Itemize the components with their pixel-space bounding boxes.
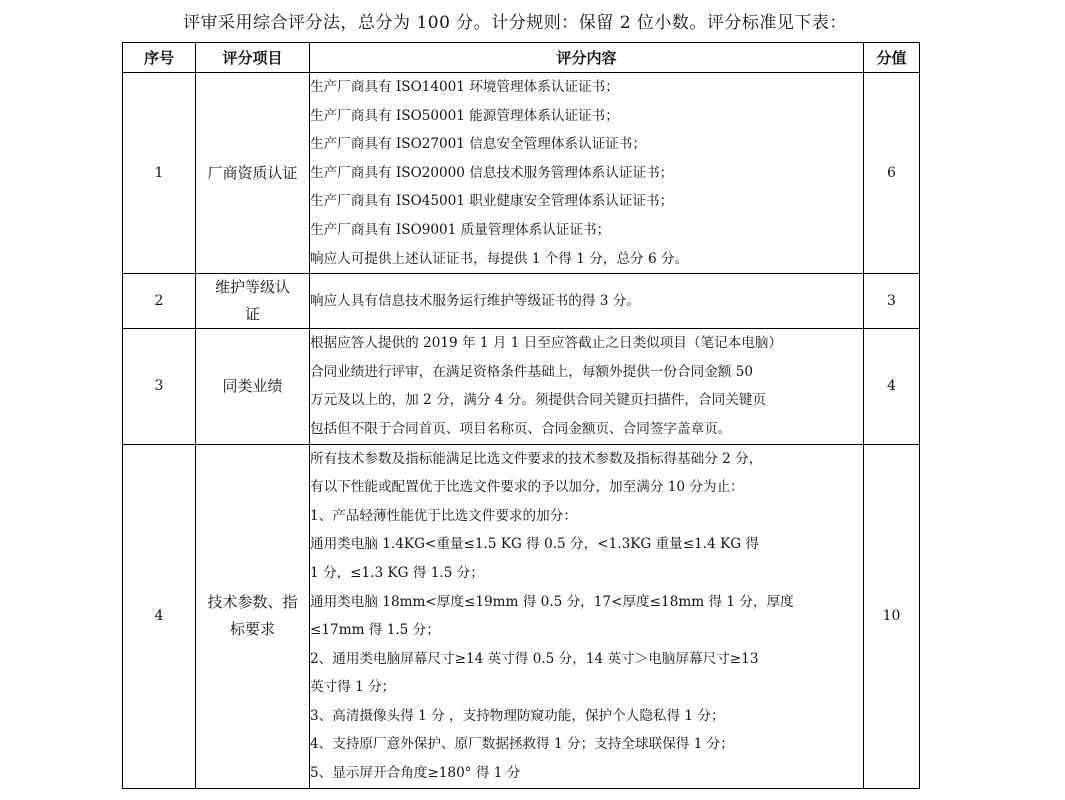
row-number: 3 bbox=[123, 329, 196, 444]
content-line: 合同业绩进行评审，在满足资格条件基础上，每额外提供一份合同金额 50 bbox=[310, 363, 754, 380]
content-line: 通用类电脑 18mm<厚度≤19mm 得 0.5 分，17<厚度≤18mm 得 1 分，厚度 bbox=[310, 593, 794, 610]
content-line: 5、显示屏开合角度≥180° 得 1 分 bbox=[310, 765, 521, 782]
intro-text: 评审采用综合评分法，总分为 100 分。计分规则：保留 2 位小数。评分标准见下表： bbox=[183, 13, 847, 33]
content-line: 生产厂商具有 ISO14001 环境管理体系认证证书； bbox=[310, 79, 619, 95]
row-number: 2 bbox=[123, 274, 196, 329]
content-line: 生产厂商具有 ISO45001 职业健康安全管理体系认证证书； bbox=[310, 193, 674, 210]
content-line: 生产厂商具有 ISO50001 能源管理体系认证证书； bbox=[310, 107, 619, 124]
content-line: 包括但不限于合同首页、项目名称页、合同金额页、合同签字盖章页。 bbox=[310, 420, 732, 437]
row-score: 10 bbox=[864, 444, 920, 788]
header-item: 评分项目 bbox=[196, 43, 310, 73]
content-line: 根据应答人提供的 2019 年 1 月 1 日至应答截止之日类似项目（笔记本电脑） bbox=[310, 335, 783, 352]
row-item: 同类业绩 bbox=[196, 329, 310, 444]
header-score: 分值 bbox=[864, 43, 920, 73]
row-content bbox=[310, 329, 864, 444]
row-item: 技术参数、指标要求 bbox=[196, 444, 310, 788]
content-line: 4、支持原厂意外保护、原厂数据拯救得 1 分；支持全球联保得 1 分； bbox=[310, 736, 734, 753]
row-score: 4 bbox=[864, 329, 920, 444]
content-line: 生产厂商具有 ISO27001 信息安全管理体系认证证书； bbox=[310, 136, 646, 153]
row-score: 3 bbox=[864, 274, 920, 329]
content-line: ≤17mm 得 1.5 分； bbox=[310, 622, 440, 639]
header-content: 评分内容 bbox=[310, 43, 864, 73]
row-content bbox=[310, 73, 864, 274]
header-no: 序号 bbox=[123, 43, 196, 73]
content-line: 所有技术参数及指标能满足比选文件要求的技术参数及指标得基础分 2 分， bbox=[310, 450, 763, 467]
content-line: 万元及以上的，加 2 分，满分 4 分。须提供合同关键页扫描件，合同关键页 bbox=[310, 392, 766, 409]
content-line: 通用类电脑 1.4KG<重量≤1.5 KG 得 0.5 分，<1.3KG 重量≤1.4 KG 得 bbox=[310, 536, 759, 553]
content-line: 响应人具有信息技术服务运行维护等级证书的得 3 分。 bbox=[310, 292, 640, 309]
row-content bbox=[310, 444, 864, 788]
scoring-table bbox=[122, 42, 920, 789]
content-line: 响应人可提供上述认证证书，每提供 1 个得 1 分，总分 6 分。 bbox=[310, 250, 689, 267]
content-line: 1 分，≤1.3 KG 得 1.5 分； bbox=[310, 564, 484, 581]
row-score: 6 bbox=[864, 73, 920, 274]
row-content bbox=[310, 274, 864, 329]
content-line: 英寸得 1 分； bbox=[310, 679, 396, 696]
row-item: 厂商资质认证 bbox=[196, 73, 310, 274]
table-row bbox=[123, 274, 920, 329]
content-line: 有以下性能或配置优于比选文件要求的予以加分，加至满分 10 分为止： bbox=[310, 479, 744, 496]
content-line: 1、产品轻薄性能优于比选文件要求的加分： bbox=[310, 507, 577, 524]
content-line: 生产厂商具有 ISO20000 信息技术服务管理体系认证证书； bbox=[310, 164, 674, 181]
table-row bbox=[123, 329, 920, 444]
row-item: 维护等级认证 bbox=[196, 274, 310, 329]
table-header-row bbox=[123, 43, 920, 73]
content-line: 3、高清摄像头得 1 分 ，支持物理防窥功能，保护个人隐私得 1 分； bbox=[310, 707, 725, 724]
row-number: 4 bbox=[123, 444, 196, 788]
content-line: 生产厂商具有 ISO9001 质量管理体系认证证书； bbox=[310, 221, 611, 238]
content-line: 2、通用类电脑屏幕尺寸≥14 英寸得 0.5 分，14 英寸＞电脑屏幕尺寸≥13 bbox=[310, 650, 759, 667]
table-row bbox=[123, 444, 920, 788]
row-number: 1 bbox=[123, 73, 196, 274]
table-row bbox=[123, 73, 920, 274]
